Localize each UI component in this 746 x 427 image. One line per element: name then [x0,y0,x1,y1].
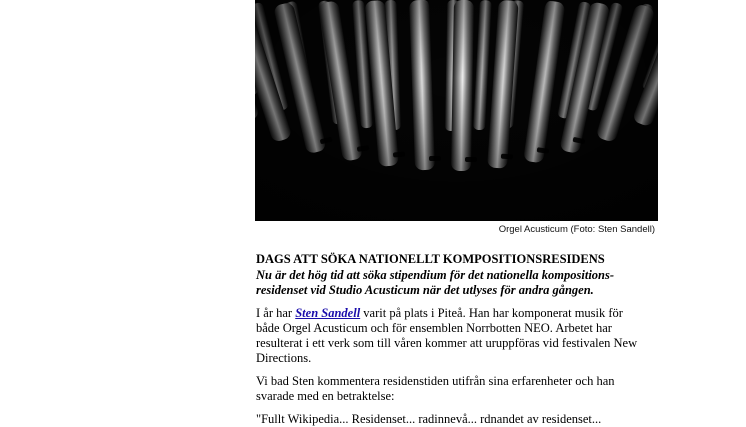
sten-sandell-link[interactable]: Sten Sandell [295,306,361,320]
p1-text-line2: både Orgel Acusticum och för ensemblen Norrbotten NEO. Arbetet har [256,321,612,335]
photo-caption: Orgel Acusticum (Foto: Sten Sandell) [498,224,655,235]
paragraph-1 [256,306,660,366]
article-lead [256,268,660,298]
article-heading: DAGS ATT SÖKA NATIONELLT KOMPOSITIONSRESIDENS [256,252,605,266]
p2-text-line2: svarade med en betraktelse: [256,389,395,403]
p2-text-line1: Vi bad Sten kommentera residenstiden utifrån sina erfarenheter och han [256,374,615,388]
p1-text-start: I år har [256,306,296,320]
lead-line-1: Nu är det hög tid att söka stipendium för det nationella kompositions- [256,268,615,282]
p1-text-line1: varit på plats i Piteå. Han har komponerat musik för [360,306,623,320]
organ-pipes-image [255,0,658,221]
article [256,252,660,427]
p1-text-line4: Directions. [256,351,312,365]
paragraph-3-partial [256,412,660,427]
lead-line-2: residenset vid Studio Acusticum när det utlyses för andra gången. [256,283,594,297]
paragraph-2 [256,374,660,404]
organ-pipes-photo [255,0,658,221]
p1-text-line3: resulterat i ett verk som till våren kommer att uruppföras vid festivalen New [256,336,638,350]
p3-text-partial: "Fullt Wikipedia... Residenset... radinnevå... rdnandet av residenset... [256,412,602,426]
